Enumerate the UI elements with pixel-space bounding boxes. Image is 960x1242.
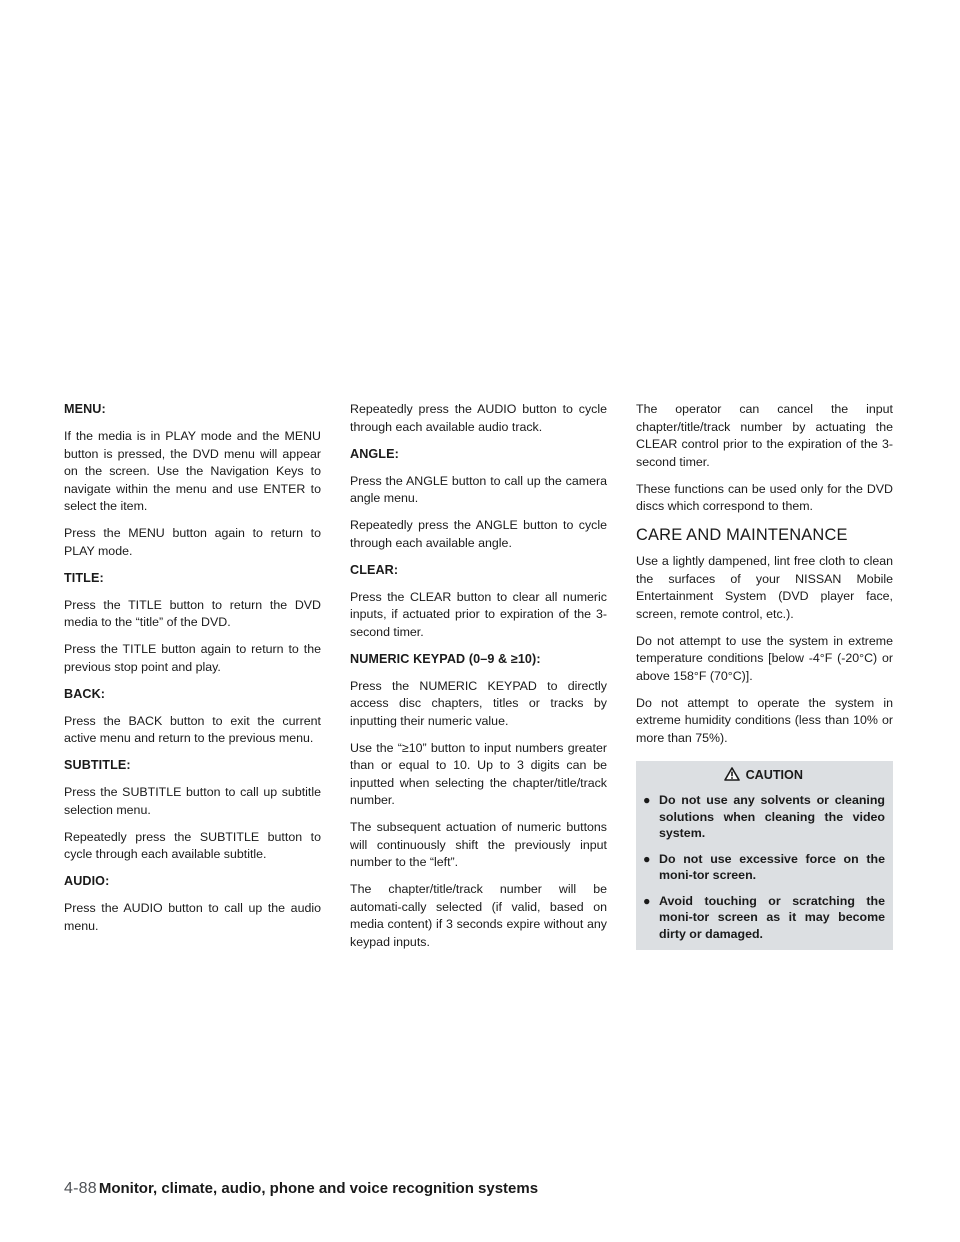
cancel-paragraph-1: The operator can cancel the input chapter/title/track number by actuating the CLEAR control prior to the expiration of the 3-second timer. [636, 402, 893, 469]
column-3 [636, 401, 893, 950]
numeric-keypad-heading: NUMERIC KEYPAD (0–9 & ≥10): [350, 651, 541, 666]
title-heading: TITLE: [64, 570, 104, 585]
column-1 [64, 401, 321, 945]
bullet-icon: ● [643, 893, 651, 908]
numeric-paragraph-1: Press the NUMERIC KEYPAD to directly access disc chapters, titles or tracks by inputting their numeric value. [350, 678, 607, 728]
caution-item [642, 893, 885, 943]
angle-paragraph-1: Press the ANGLE button to call up the camera angle menu. [350, 473, 607, 505]
caution-item-text: Do not use excessive force on the moni-tor screen. [659, 851, 885, 882]
angle-heading: ANGLE: [350, 446, 399, 461]
angle-paragraph-2: Repeatedly press the ANGLE button to cycle through each available angle. [350, 518, 607, 550]
care-paragraph-1: Use a lightly dampened, lint free cloth to clean the surfaces of your NISSAN Mobile Entertainment System (DVD player face, screen, remote control, etc.). [636, 554, 893, 621]
bullet-icon: ● [643, 793, 651, 807]
footer-section-title: Monitor, climate, audio, phone and voice recognition systems [98, 1180, 539, 1197]
cancel-paragraph-2: These functions can be used only for the DVD discs which correspond to them. [636, 481, 893, 513]
caution-item [642, 851, 885, 884]
column-2 [350, 401, 607, 961]
bullet-icon: ● [643, 851, 651, 866]
audio-paragraph-2: Repeatedly press the AUDIO button to cycle through each available audio track. [350, 402, 607, 434]
caution-title: CAUTION [745, 768, 803, 782]
subtitle-heading: SUBTITLE: [64, 758, 131, 772]
caution-item [642, 792, 885, 842]
menu-paragraph-1: If the media is in PLAY mode and the MENU button is pressed, the DVD menu will appear on the screen. Use the Navigation Keys to navigate within the menu and use ENTER to select the item. [64, 429, 321, 513]
menu-paragraph-2: Press the MENU button again to return to PLAY mode. [64, 526, 321, 558]
audio-heading: AUDIO: [64, 874, 110, 888]
caution-item-text: Do not use any solvents or cleaning solutions when cleaning the video system. [659, 793, 885, 840]
caution-box [636, 761, 893, 950]
subtitle-paragraph-1: Press the SUBTITLE button to call up subtitle selection menu. [64, 785, 321, 817]
warning-triangle-icon [724, 767, 740, 781]
menu-heading: MENU: [64, 402, 106, 416]
back-paragraph-1: Press the BACK button to exit the current active menu and return to the previous menu. [64, 713, 321, 745]
numeric-paragraph-2: Use the “≥10” button to input numbers greater than or equal to 10. Up to 3 digits can be inputted when selecting the chapter/title/track number. [350, 740, 607, 807]
back-heading: BACK: [64, 686, 106, 701]
page-number: 4-88 [64, 1180, 97, 1197]
numeric-paragraph-3: The subsequent actuation of numeric buttons will continuously shift the previously input number to the “left”. [350, 820, 607, 869]
numeric-paragraph-4: The chapter/title/track number will be automati-cally selected (if valid, based on media content) if 3 seconds expire without any keypad inputs. [350, 882, 607, 949]
clear-heading: CLEAR: [350, 562, 399, 577]
title-paragraph-1: Press the TITLE button to return the DVD media to the “title” of the DVD. [64, 597, 321, 629]
caution-item-text: Avoid touching or scratching the moni-tor screen as it may become dirty or damaged. [659, 893, 885, 941]
care-paragraph-3: Do not attempt to operate the system in extreme humidity conditions (less than 10% or more than 75%). [636, 695, 893, 745]
audio-paragraph-1: Press the AUDIO button to call up the audio menu. [64, 901, 321, 933]
subtitle-paragraph-2: Repeatedly press the SUBTITLE button to cycle through each available subtitle. [64, 829, 321, 861]
title-paragraph-2: Press the TITLE button again to return to the previous stop point and play. [64, 642, 321, 674]
caution-header [642, 767, 885, 784]
care-maintenance-heading: CARE AND MAINTENANCE [636, 526, 848, 544]
clear-paragraph-1: Press the CLEAR button to clear all numeric inputs, if actuated prior to expiration of the 3-second timer. [350, 589, 607, 639]
caution-list [642, 792, 885, 942]
care-paragraph-2: Do not attempt to use the system in extreme temperature conditions [below -4°F (-20°C) or above 158°F (70°C)]. [636, 633, 893, 683]
page-footer [64, 1180, 538, 1198]
